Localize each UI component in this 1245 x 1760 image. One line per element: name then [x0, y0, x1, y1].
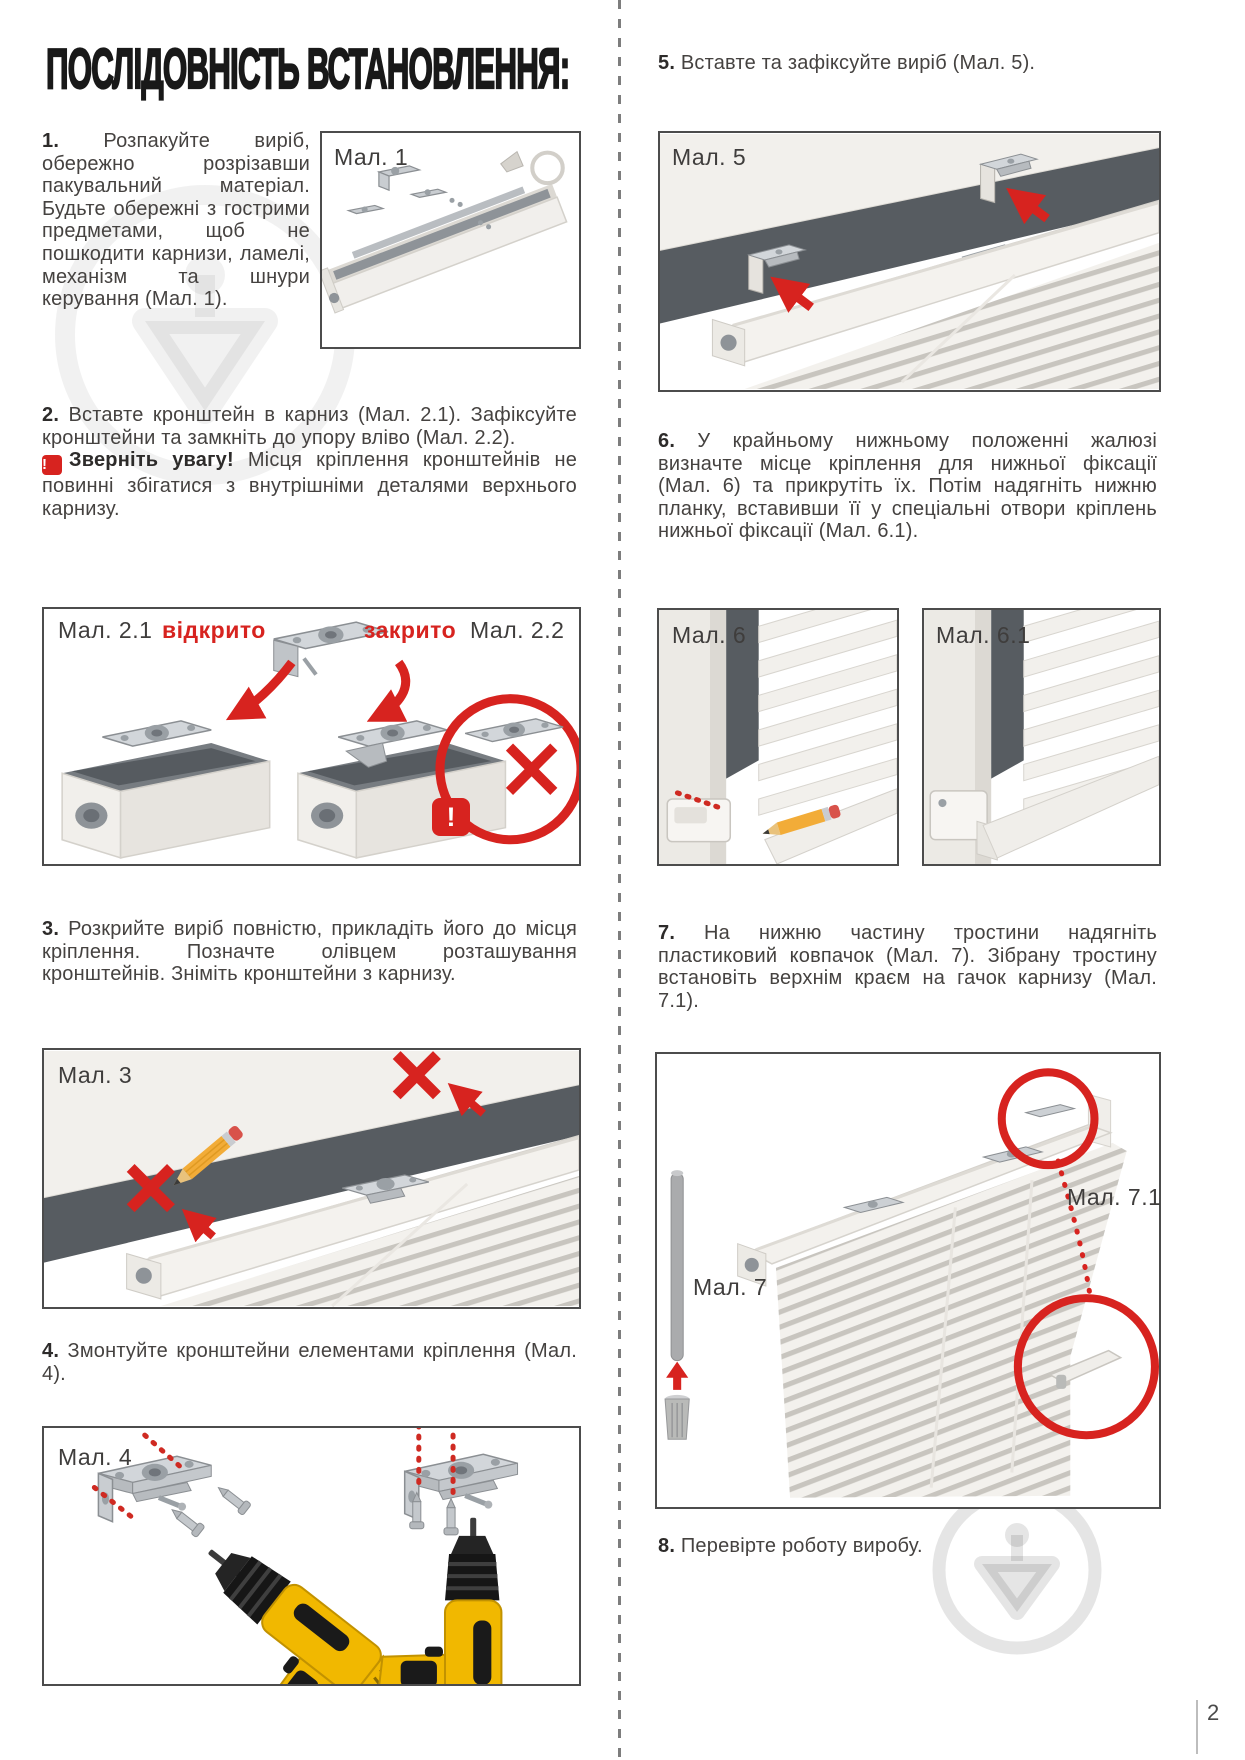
- figure-label: Мал. 6: [672, 622, 747, 648]
- figure-2: [42, 607, 581, 866]
- step-number: 8.: [658, 1535, 676, 1557]
- figure-4: [42, 1426, 581, 1686]
- figure-detail-label: Мал. 7.1: [1067, 1184, 1162, 1210]
- figure-label: Мал. 2.1: [58, 617, 153, 643]
- figure-6: [657, 608, 899, 866]
- figure-5: [658, 131, 1161, 392]
- state-open-label: відкрито: [162, 617, 266, 643]
- figure-label: Мал. 4: [58, 1444, 133, 1470]
- step-text: Розкрийте виріб повністю, прикладіть його до місця кріплення. Позначте олівцем розташування кронштейнів. Зніміть кронштейни з карнизу.: [42, 918, 577, 986]
- step-4: [42, 1340, 577, 1385]
- page-title: ПОСЛІДОВНІСТЬ ВСТАНОВЛЕННЯ:: [46, 37, 570, 101]
- step-number: 5.: [658, 52, 676, 74]
- step-text: Вставте кронштейн в карниз (Мал. 2.1). Зафіксуйте кронштейни та замкніть до упору вліво (Мал. 2.2).: [42, 404, 577, 449]
- step-text: На нижню частину тростини надягніть пластиковий ковпачок (Мал. 7). Зібрану тростину встановіть верхнім краєм на гачок карнизу (Мал. 7.1).: [658, 922, 1157, 1012]
- step-text: У крайньому нижньому положенні жалюзі визначте місце кріплення для нижньої фіксації (Мал. 6) та прикрутіть їх. Потім надягніть нижню планку, вставивши її у спеціальні отвори кріплень нижньої фіксації (Мал. 6.1).: [658, 430, 1157, 543]
- step-7: [658, 922, 1157, 1012]
- figure-2-illustration: [44, 609, 579, 864]
- figure-label: Мал. 1: [334, 144, 409, 170]
- figure-1: [320, 131, 581, 349]
- figure-3: [42, 1048, 581, 1309]
- step-text: Вставте та зафіксуйте виріб (Мал. 5).: [680, 52, 1036, 74]
- warning-title: Зверніть увагу!: [69, 449, 234, 472]
- state-closed-label: закрито: [364, 617, 457, 643]
- step-6: [658, 430, 1157, 543]
- step-8: [658, 1535, 1157, 1558]
- step-5: [658, 52, 1157, 75]
- step-3: [42, 918, 577, 986]
- step-text: Перевірте роботу виробу.: [680, 1535, 923, 1557]
- figure-label: Мал. 7: [693, 1274, 768, 1300]
- figure-5-illustration: [660, 133, 1159, 390]
- step-number: 3.: [42, 918, 60, 940]
- page-number: 2: [1196, 1700, 1219, 1754]
- step-1: [42, 130, 310, 311]
- column-divider: [618, 0, 621, 1760]
- step-number: 4.: [42, 1340, 60, 1362]
- warning-text: Місця кріплення кронштейнів не повинні збігатися з внутрішніми деталями верхнього карнизу.: [42, 449, 578, 520]
- step-text: Змонтуйте кронштейни елементами кріплення (Мал. 4).: [42, 1340, 577, 1385]
- figure-label: Мал. 2.2: [470, 617, 565, 643]
- step-number: 1.: [42, 130, 60, 152]
- step-number: 2.: [42, 404, 60, 426]
- step-number: 7.: [658, 922, 676, 944]
- figure-label: Мал. 5: [672, 144, 747, 170]
- figure-7: [655, 1052, 1161, 1509]
- warning-badge-icon: !: [432, 798, 470, 836]
- step-2: [42, 404, 577, 520]
- step-text: Розпакуйте виріб, обережно розрізавши пакувальний матеріал. Будьте обережні з гострими предметами, щоб не пошкодити карнизи, ламелі, механізм та шнури керування (Мал. 1).: [42, 130, 310, 311]
- figure-label: Мал. 6.1: [936, 622, 1031, 648]
- up-arrow-icon: [666, 1362, 688, 1390]
- step-number: 6.: [658, 430, 676, 452]
- figure-6-1: [922, 608, 1161, 866]
- wand-rod: [671, 1173, 683, 1360]
- warning-icon: !: [42, 455, 62, 475]
- figure-label: Мал. 3: [58, 1062, 133, 1088]
